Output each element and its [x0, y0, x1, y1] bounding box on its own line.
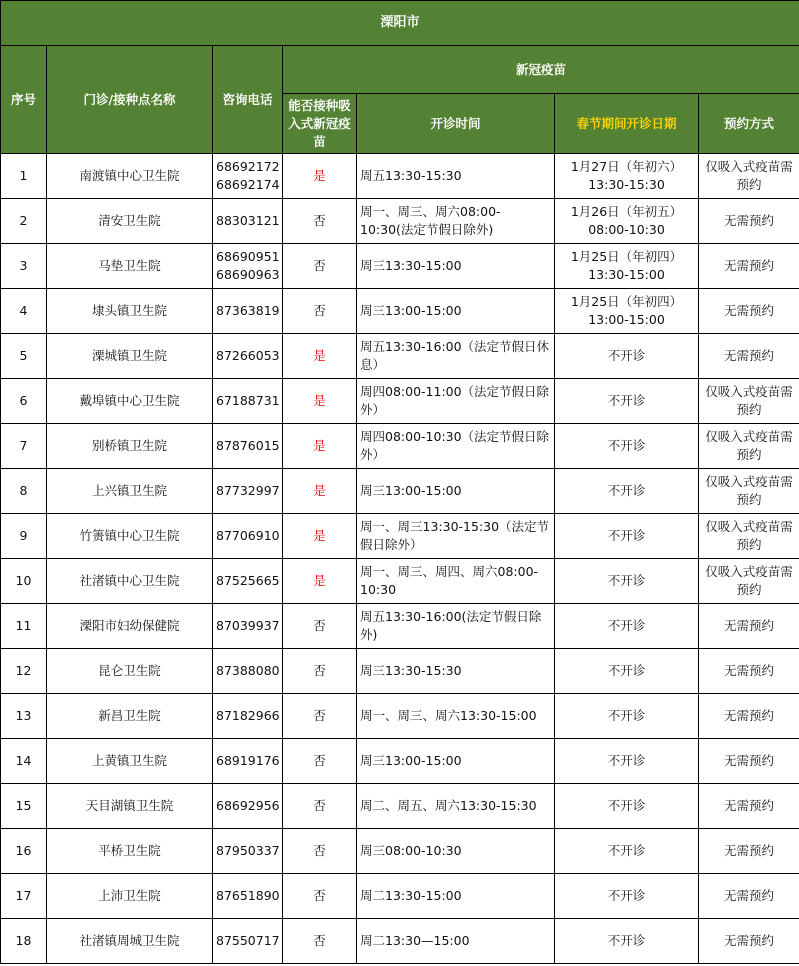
cell-booking: 仅吸入式疫苗需预约 — [699, 379, 799, 424]
cell-clinic-name: 马垫卫生院 — [47, 244, 213, 289]
cell-phone: 87525665 — [213, 559, 283, 604]
table-row — [1, 334, 799, 379]
cell-spring-festival: 不开诊 — [555, 334, 699, 379]
cell-clinic-name: 社渚镇周城卫生院 — [47, 919, 213, 964]
cell-clinic-name: 天目湖镇卫生院 — [47, 784, 213, 829]
cell-hours: 周一、周三13:30-15:30（法定节假日除外） — [357, 514, 555, 559]
cell-no: 10 — [1, 559, 47, 604]
header-inhaled: 能否接种吸入式新冠疫苗 — [283, 94, 357, 154]
cell-spring-festival: 不开诊 — [555, 649, 699, 694]
cell-spring-festival: 不开诊 — [555, 379, 699, 424]
cell-inhaled: 否 — [283, 874, 357, 919]
header-no: 序号 — [1, 46, 47, 154]
cell-hours: 周二13:30—15:00 — [357, 919, 555, 964]
cell-clinic-name: 新昌卫生院 — [47, 694, 213, 739]
table-row — [1, 559, 799, 604]
table-row — [1, 424, 799, 469]
cell-booking: 无需预约 — [699, 919, 799, 964]
cell-clinic-name: 上兴镇卫生院 — [47, 469, 213, 514]
cell-inhaled: 否 — [283, 784, 357, 829]
cell-spring-festival: 不开诊 — [555, 694, 699, 739]
cell-booking: 仅吸入式疫苗需预约 — [699, 154, 799, 199]
table-row — [1, 694, 799, 739]
cell-phone: 87182966 — [213, 694, 283, 739]
cell-inhaled: 否 — [283, 739, 357, 784]
cell-clinic-name: 昆仑卫生院 — [47, 649, 213, 694]
cell-hours: 周五13:30-15:30 — [357, 154, 555, 199]
cell-inhaled: 否 — [283, 829, 357, 874]
table-row — [1, 244, 799, 289]
cell-clinic-name: 上沛卫生院 — [47, 874, 213, 919]
cell-booking: 仅吸入式疫苗需预约 — [699, 424, 799, 469]
header-vaccine-group: 新冠疫苗 — [283, 46, 799, 94]
table-row — [1, 289, 799, 334]
cell-hours: 周一、周三、周六08:00-10:30(法定节假日除外) — [357, 199, 555, 244]
cell-inhaled: 是 — [283, 334, 357, 379]
cell-no: 9 — [1, 514, 47, 559]
cell-inhaled: 是 — [283, 154, 357, 199]
cell-spring-festival: 不开诊 — [555, 559, 699, 604]
cell-no: 4 — [1, 289, 47, 334]
table-row — [1, 784, 799, 829]
cell-clinic-name: 社渚镇中心卫生院 — [47, 559, 213, 604]
cell-booking: 仅吸入式疫苗需预约 — [699, 559, 799, 604]
cell-spring-festival: 1月25日（年初四） 13:30-15:00 — [555, 244, 699, 289]
cell-inhaled: 否 — [283, 694, 357, 739]
cell-phone: 87266053 — [213, 334, 283, 379]
cell-inhaled: 是 — [283, 514, 357, 559]
cell-hours: 周四08:00-11:00（法定节假日除外） — [357, 379, 555, 424]
cell-booking: 无需预约 — [699, 739, 799, 784]
cell-booking: 仅吸入式疫苗需预约 — [699, 514, 799, 559]
cell-clinic-name: 清安卫生院 — [47, 199, 213, 244]
header-hours: 开诊时间 — [357, 94, 555, 154]
cell-hours: 周三13:30-15:00 — [357, 244, 555, 289]
cell-phone: 87706910 — [213, 514, 283, 559]
cell-no: 8 — [1, 469, 47, 514]
cell-inhaled: 否 — [283, 649, 357, 694]
table-row — [1, 379, 799, 424]
cell-spring-festival: 1月26日（年初五） 08:00-10:30 — [555, 199, 699, 244]
cell-booking: 无需预约 — [699, 334, 799, 379]
cell-clinic-name: 溧城镇卫生院 — [47, 334, 213, 379]
cell-clinic-name: 别桥镇卫生院 — [47, 424, 213, 469]
cell-booking: 无需预约 — [699, 289, 799, 334]
cell-spring-festival: 不开诊 — [555, 604, 699, 649]
cell-spring-festival: 不开诊 — [555, 469, 699, 514]
table-row — [1, 604, 799, 649]
cell-inhaled: 否 — [283, 919, 357, 964]
cell-inhaled: 否 — [283, 244, 357, 289]
cell-phone: 87950337 — [213, 829, 283, 874]
cell-inhaled: 是 — [283, 559, 357, 604]
cell-spring-festival: 不开诊 — [555, 424, 699, 469]
cell-hours: 周五13:30-16:00（法定节假日休息） — [357, 334, 555, 379]
cell-no: 5 — [1, 334, 47, 379]
cell-hours: 周一、周三、周四、周六08:00-10:30 — [357, 559, 555, 604]
cell-phone: 87732997 — [213, 469, 283, 514]
cell-phone: 87876015 — [213, 424, 283, 469]
cell-inhaled: 否 — [283, 199, 357, 244]
cell-phone: 87388080 — [213, 649, 283, 694]
table-row — [1, 514, 799, 559]
table-row — [1, 199, 799, 244]
cell-phone: 87363819 — [213, 289, 283, 334]
cell-inhaled: 是 — [283, 379, 357, 424]
cell-phone: 68692956 — [213, 784, 283, 829]
table-row — [1, 469, 799, 514]
cell-no: 13 — [1, 694, 47, 739]
cell-phone: 87550717 — [213, 919, 283, 964]
cell-clinic-name: 戴埠镇中心卫生院 — [47, 379, 213, 424]
cell-spring-festival: 不开诊 — [555, 739, 699, 784]
cell-booking: 无需预约 — [699, 604, 799, 649]
cell-no: 18 — [1, 919, 47, 964]
table-row — [1, 919, 799, 964]
cell-phone: 68690951 68690963 — [213, 244, 283, 289]
cell-spring-festival: 不开诊 — [555, 784, 699, 829]
cell-hours: 周一、周三、周六13:30-15:00 — [357, 694, 555, 739]
cell-phone: 68692172 68692174 — [213, 154, 283, 199]
cell-phone: 68919176 — [213, 739, 283, 784]
cell-booking: 无需预约 — [699, 874, 799, 919]
table-row — [1, 649, 799, 694]
header-phone: 咨询电话 — [213, 46, 283, 154]
cell-hours: 周三13:00-15:00 — [357, 739, 555, 784]
cell-clinic-name: 溧阳市妇幼保健院 — [47, 604, 213, 649]
cell-phone: 87651890 — [213, 874, 283, 919]
cell-no: 6 — [1, 379, 47, 424]
cell-inhaled: 是 — [283, 469, 357, 514]
cell-no: 11 — [1, 604, 47, 649]
cell-hours: 周三13:00-15:00 — [357, 289, 555, 334]
cell-hours: 周二13:30-15:00 — [357, 874, 555, 919]
cell-inhaled: 否 — [283, 289, 357, 334]
cell-booking: 无需预约 — [699, 829, 799, 874]
cell-hours: 周五13:30-16:00(法定节假日除外) — [357, 604, 555, 649]
cell-no: 14 — [1, 739, 47, 784]
cell-no: 1 — [1, 154, 47, 199]
header-name: 门诊/接种点名称 — [47, 46, 213, 154]
cell-spring-festival: 不开诊 — [555, 874, 699, 919]
cell-hours: 周三13:00-15:00 — [357, 469, 555, 514]
cell-booking: 无需预约 — [699, 199, 799, 244]
cell-clinic-name: 平桥卫生院 — [47, 829, 213, 874]
cell-no: 12 — [1, 649, 47, 694]
cell-no: 3 — [1, 244, 47, 289]
cell-spring-festival: 1月27日（年初六） 13:30-15:30 — [555, 154, 699, 199]
header-spring-festival: 春节期间开诊日期 — [555, 94, 699, 154]
cell-spring-festival: 不开诊 — [555, 514, 699, 559]
cell-clinic-name: 上黄镇卫生院 — [47, 739, 213, 784]
table-row — [1, 739, 799, 784]
table-row — [1, 874, 799, 919]
cell-booking: 仅吸入式疫苗需预约 — [699, 469, 799, 514]
cell-no: 7 — [1, 424, 47, 469]
cell-clinic-name: 南渡镇中心卫生院 — [47, 154, 213, 199]
cell-booking: 无需预约 — [699, 649, 799, 694]
cell-booking: 无需预约 — [699, 694, 799, 739]
cell-phone: 87039937 — [213, 604, 283, 649]
cell-no: 16 — [1, 829, 47, 874]
table-row — [1, 829, 799, 874]
cell-clinic-name: 竹箦镇中心卫生院 — [47, 514, 213, 559]
cell-no: 17 — [1, 874, 47, 919]
cell-hours: 周三13:30-15:30 — [357, 649, 555, 694]
cell-spring-festival: 1月25日（年初四） 13:00-15:00 — [555, 289, 699, 334]
cell-phone: 88303121 — [213, 199, 283, 244]
table-title: 溧阳市 — [1, 1, 799, 46]
cell-inhaled: 否 — [283, 604, 357, 649]
table-row — [1, 154, 799, 199]
cell-no: 15 — [1, 784, 47, 829]
cell-booking: 无需预约 — [699, 784, 799, 829]
cell-hours: 周二、周五、周六13:30-15:30 — [357, 784, 555, 829]
cell-no: 2 — [1, 199, 47, 244]
cell-hours: 周三08:00-10:30 — [357, 829, 555, 874]
cell-clinic-name: 埭头镇卫生院 — [47, 289, 213, 334]
cell-booking: 无需预约 — [699, 244, 799, 289]
header-booking: 预约方式 — [699, 94, 799, 154]
cell-hours: 周四08:00-10:30（法定节假日除外） — [357, 424, 555, 469]
cell-inhaled: 是 — [283, 424, 357, 469]
cell-spring-festival: 不开诊 — [555, 829, 699, 874]
cell-spring-festival: 不开诊 — [555, 919, 699, 964]
cell-phone: 67188731 — [213, 379, 283, 424]
